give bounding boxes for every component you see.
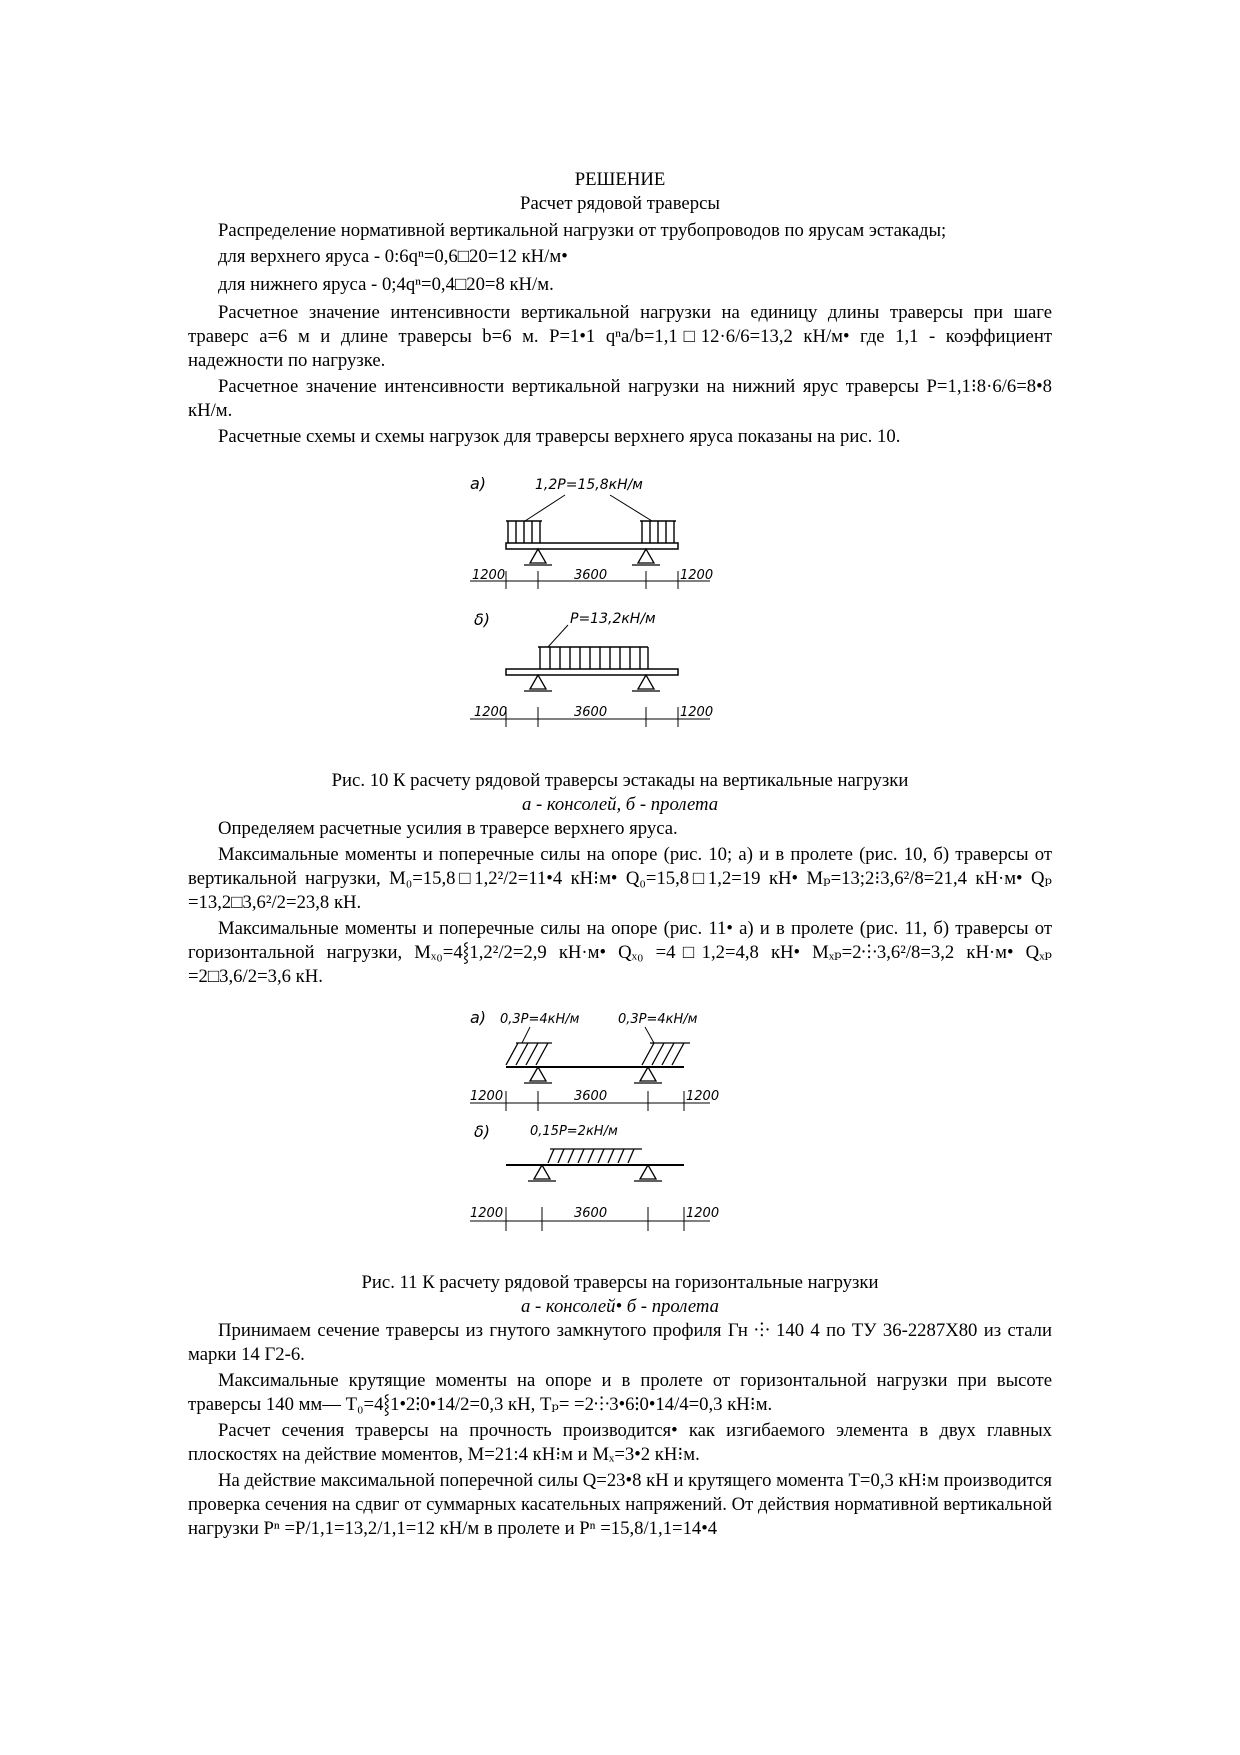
fig10-dim-left: 1200 (472, 568, 506, 583)
leader-line (610, 495, 652, 521)
paragraph-3: для нижнего яруса - 0;4qⁿ=0,4□20=8 кН/м. (218, 274, 554, 295)
fig10-label-a: а) (470, 474, 487, 493)
hatched-load-right (642, 1043, 690, 1065)
hatched-load-left (506, 1043, 552, 1065)
paragraph-6: Расчетные схемы и схемы нагрузок для траверсы верхнего яруса показаны на рис. 10. (218, 426, 901, 447)
hatched-load-span (548, 1149, 642, 1163)
fig10-dim-mid-b: 3600 (574, 705, 608, 720)
paragraph-10: Принимаем сечение траверсы из гнутого замкнутого профиля Гн ⸭ 140 4 по ТУ 36-2287Х80 из стали марки 14 Г2-6. (188, 1320, 1052, 1365)
fig11-load-b: 0,15P=2кН/м (530, 1124, 618, 1139)
fig11-dim-right: 1200 (686, 1089, 720, 1104)
paragraph-5: Расчетное значение интенсивности вертикальной нагрузки на нижний ярус траверсы P=1,1⁝8·6/6=8•8 кН/м. (188, 376, 1052, 421)
leader-line (522, 1027, 530, 1043)
paragraph-8: Максимальные моменты и поперечные силы на опоре (рис. 10; а) и в пролете (рис. 10, б) траверсы от вертикальной нагрузки, M₀=15,8□1,2²/2=11•4 кН⁝м• Q₀=15,8□1,2=19 кН• Mₚ=13;2⁝3,6²/8=21,4 кН·м• Qₚ =13,2□3,6²/2=23,8 кН. (188, 844, 1052, 913)
fig11-dim-left: 1200 (470, 1089, 504, 1104)
fig10-label-b: δ) (474, 610, 491, 629)
beam (506, 669, 678, 675)
fig10-dim-right-b: 1200 (680, 705, 714, 720)
fig11-dim-mid-b: 3600 (574, 1206, 608, 1221)
fig11-dim-right-b: 1200 (686, 1206, 720, 1221)
leader-line (548, 625, 568, 647)
paragraph-11: Максимальные крутящие моменты на опоре и в пролете от горизонтальной нагрузки при высоте траверсы 140 мм— T₀=4⸾1•2⁝0•14/2=0,3 кН, Tₚ= =2⸭3•6⁝0•14/4=0,3 кН⁝м. (188, 1370, 1052, 1415)
load-arrows-left (506, 521, 542, 543)
fig10-dim-right: 1200 (680, 568, 714, 583)
heading: РЕШЕНИЕ (574, 169, 666, 190)
paragraph-4: Расчетное значение интенсивности вертикальной нагрузки на единицу длины траверсы при шаге траверс a=6 м и длине траверсы b=6 м. P=1•1 qⁿa/b=1,1□12·6/6=13,2 кН/м• где 1,1 - коэффициент надежности по нагрузке. (188, 302, 1052, 371)
fig11-load-a2: 0,3P=4кН/м (618, 1012, 698, 1027)
leader-line (525, 495, 565, 521)
figure-10-caption-sub: а - консолей, б - пролета (521, 794, 719, 815)
fig11-label-a: а) (470, 1008, 487, 1027)
paragraph-2: для верхнего яруса - 0:6qⁿ=0,6□20=12 кН/м• (218, 246, 568, 267)
fig10-load-b-label: P=13,2кН/м (570, 611, 656, 627)
paragraph-12: Расчет сечения траверсы на прочность производится• как изгибаемого элемента в двух главных плоскостях на действие моментов, M=21:4 кН⁝м и Mₓ=3•2 кН⁝м. (188, 1420, 1052, 1465)
subheading: Расчет рядовой траверсы (520, 193, 720, 214)
load-arrows-right (640, 521, 676, 543)
load-arrows-span (538, 647, 648, 669)
fig10-dim-mid: 3600 (574, 568, 608, 583)
fig11-load-a1: 0,3P=4кН/м (500, 1012, 580, 1027)
supports (524, 675, 660, 691)
supports (528, 1165, 662, 1181)
fig11-dim-mid: 3600 (574, 1089, 608, 1104)
beam (506, 543, 678, 549)
paragraph-13: На действие максимальной поперечной силы Q=23•8 кН и крутящего момента T=0,3 кН⁝м производится проверка сечения на сдвиг от суммарных касательных напряжений. От действия нормативной вертикальной нагрузки Pⁿ =P/1,1=13,2/1,1=12 кН/м в пролете и Pⁿ =15,8/1,1=14•4 (188, 1470, 1052, 1539)
document-page (188, 168, 1052, 1543)
paragraph-9: Максимальные моменты и поперечные силы на опоре (рис. 11• а) и в пролете (рис. 11, б) траверсы от горизонтальной нагрузки, Mₓ₀=4⸾1,2²/2=2,9 кН·м• Qₓ₀ =4□1,2=4,8 кН• Mₓₚ=2⸭3,6²/8=3,2 кН·м• Qₓₚ =2□3,6/2=3,6 кН. (188, 918, 1052, 987)
fig11-label-b: δ) (474, 1122, 491, 1141)
fig10-load-a-label: 1,2P=15,8кН/м (535, 477, 643, 493)
paragraph-1: Распределение нормативной вертикальной нагрузки от трубопроводов по ярусам эстакады; (218, 220, 947, 241)
paragraph-7: Определяем расчетные усилия в траверсе верхнего яруса. (218, 818, 678, 839)
fig10-dim-left-b: 1200 (474, 705, 508, 720)
supports (524, 1067, 662, 1083)
figure-11-diagram (470, 1003, 770, 1263)
leader-line (645, 1027, 654, 1043)
figure-10-caption: Рис. 10 К расчету рядовой траверсы эстакады на вертикальные нагрузки (331, 770, 909, 791)
figure-11-caption-sub: а - консолей• б - пролета (521, 1296, 719, 1317)
figure-10-diagram (470, 463, 770, 763)
supports (524, 549, 660, 565)
figure-11-caption: Рис. 11 К расчету рядовой траверсы на горизонтальные нагрузки (361, 1272, 879, 1293)
fig11-dim-left-b: 1200 (470, 1206, 504, 1221)
